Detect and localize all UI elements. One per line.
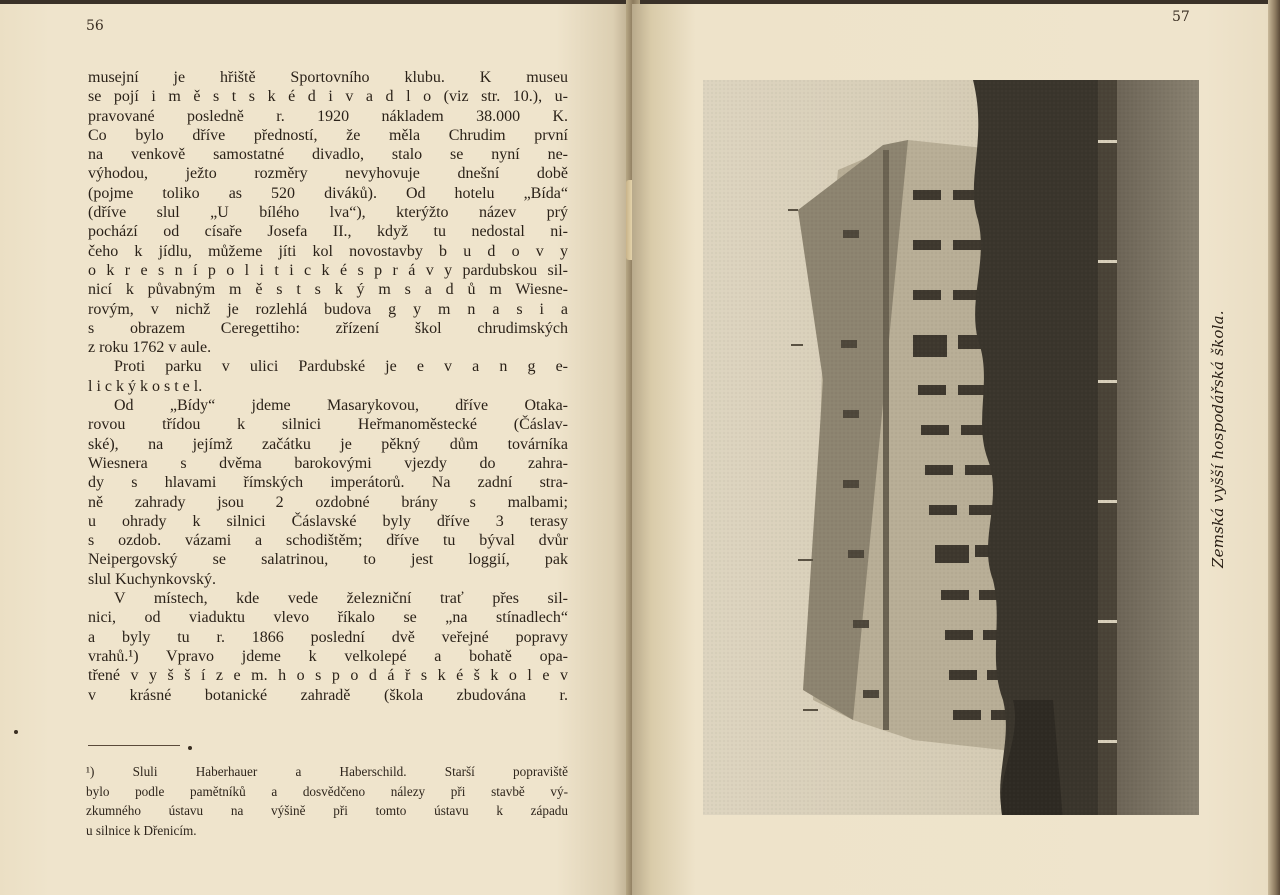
text-line: dy s hlavami římských imperátorů. Na zadní stra- (88, 474, 568, 492)
photo-caption-text: Zemská vyšší hospodářská škola. (1209, 310, 1227, 568)
text-line: ně zahrady jsou 2 ozdobné brány s malbami; (88, 493, 568, 511)
text-line: slul Kuchynkovský. (88, 570, 216, 588)
text-line: (pojme toliko as 520 diváků). Od hotelu „Bída“ (88, 184, 568, 202)
photo-caption (1207, 310, 1229, 568)
text-line: vrahů.¹) Vpravo jdeme k velkolepé a bohatě opa- (88, 647, 568, 665)
text-line: s ozdob. vázami a schodištěm; dříve tu býval dvůr (88, 532, 568, 550)
print-speck (14, 730, 18, 734)
text-line: rovou třídou k silnici Heřmanoměstecké (Čáslav- (88, 416, 568, 434)
text-line: u ohrady k silnici Čáslavské byly dříve 3 terasy (88, 512, 568, 530)
text-line: rovým, v nichž je rozlehlá budova g y m n a s i a (88, 300, 568, 318)
text-line: s obrazem Ceregettiho: zřízení škol chrudimských (88, 319, 568, 337)
page-number-right: 57 (1172, 9, 1190, 25)
text-line: V místech, kde vede železniční trať přes sil- (114, 590, 568, 608)
text-line: v krásné botanické zahradě (škola zbudována r. (88, 686, 568, 704)
text-line: Od „Bídy“ jdeme Masarykovou, dříve Otaka- (114, 397, 568, 415)
text-line: ské), na jejímž začátku je pěkný dům továrníka (88, 435, 568, 453)
footnote-line: u silnice k Dřenicím. (86, 822, 197, 838)
text-line: Proti parku v ulici Pardubské je e v a n g e- (114, 358, 568, 376)
text-line: a byly tu r. 1866 poslední dvě veřejné popravy (88, 628, 568, 646)
page-edge (1268, 0, 1280, 895)
left-page (0, 4, 632, 895)
text-line: Wiesnera s dvěma barokovými vjezdy do zahra- (88, 454, 568, 472)
footnote-line: bylo podle pamětníků a dosvědčeno nálezy při stavbě vý- (86, 783, 568, 799)
text-line: o k r e s n í p o l i t i c k é s p r á v y pardubskou sil- (88, 261, 568, 279)
text-line: Co bylo dříve předností, že měla Chrudim první (88, 126, 568, 144)
page-number-left: 56 (86, 18, 104, 34)
text-line: pravované posledně r. 1920 nákladem 38.000 K. (88, 107, 568, 125)
text-line: nici, od viaduktu vlevo říkalo se „na stínadlech“ (88, 609, 568, 627)
text-line: výhodou, ježto rozměry nevyhovuje dnešní době (88, 165, 568, 183)
building-photo (703, 80, 1199, 815)
text-line: l i c k ý k o s t e l. (88, 377, 203, 395)
text-line: nicí k půvabným m ě s t s k ý m s a d ů m Wiesne- (88, 281, 568, 299)
print-speck (188, 746, 192, 750)
body-text (88, 68, 568, 705)
footnote-rule (88, 745, 180, 746)
text-line: musejní je hřiště Sportovního klubu. K museu (88, 69, 568, 86)
text-line: pochází od císaře Josefa II., když tu nedostal ni- (88, 223, 568, 241)
text-line: čeho k jídlu, můžeme jíti kol novostavby b u d o v y (88, 242, 568, 260)
text-line: Neipergovský se salatrinou, to jest loggií, pak (88, 551, 568, 569)
footnote-line: ¹) Sluli Haberhauer a Haberschild. Starší popraviště (86, 764, 568, 779)
text-line: třené v y š š í z e m. h o s p o d á ř s k é š k o l e v (88, 667, 568, 685)
footnote (86, 762, 568, 840)
footnote-line: zkumného ústavu na výšině při tomto ústavu k západu (86, 803, 568, 819)
text-line: (dříve slul „U bílého lva“), kterýžto název prý (88, 204, 568, 222)
text-line: z roku 1762 v aule. (88, 339, 212, 357)
text-line: se pojí i m ě s t s k é d i v a d l o (viz str. 10.), u- (88, 88, 568, 106)
text-line: na venkově samostatné divadlo, stalo se nyní ne- (88, 146, 568, 164)
